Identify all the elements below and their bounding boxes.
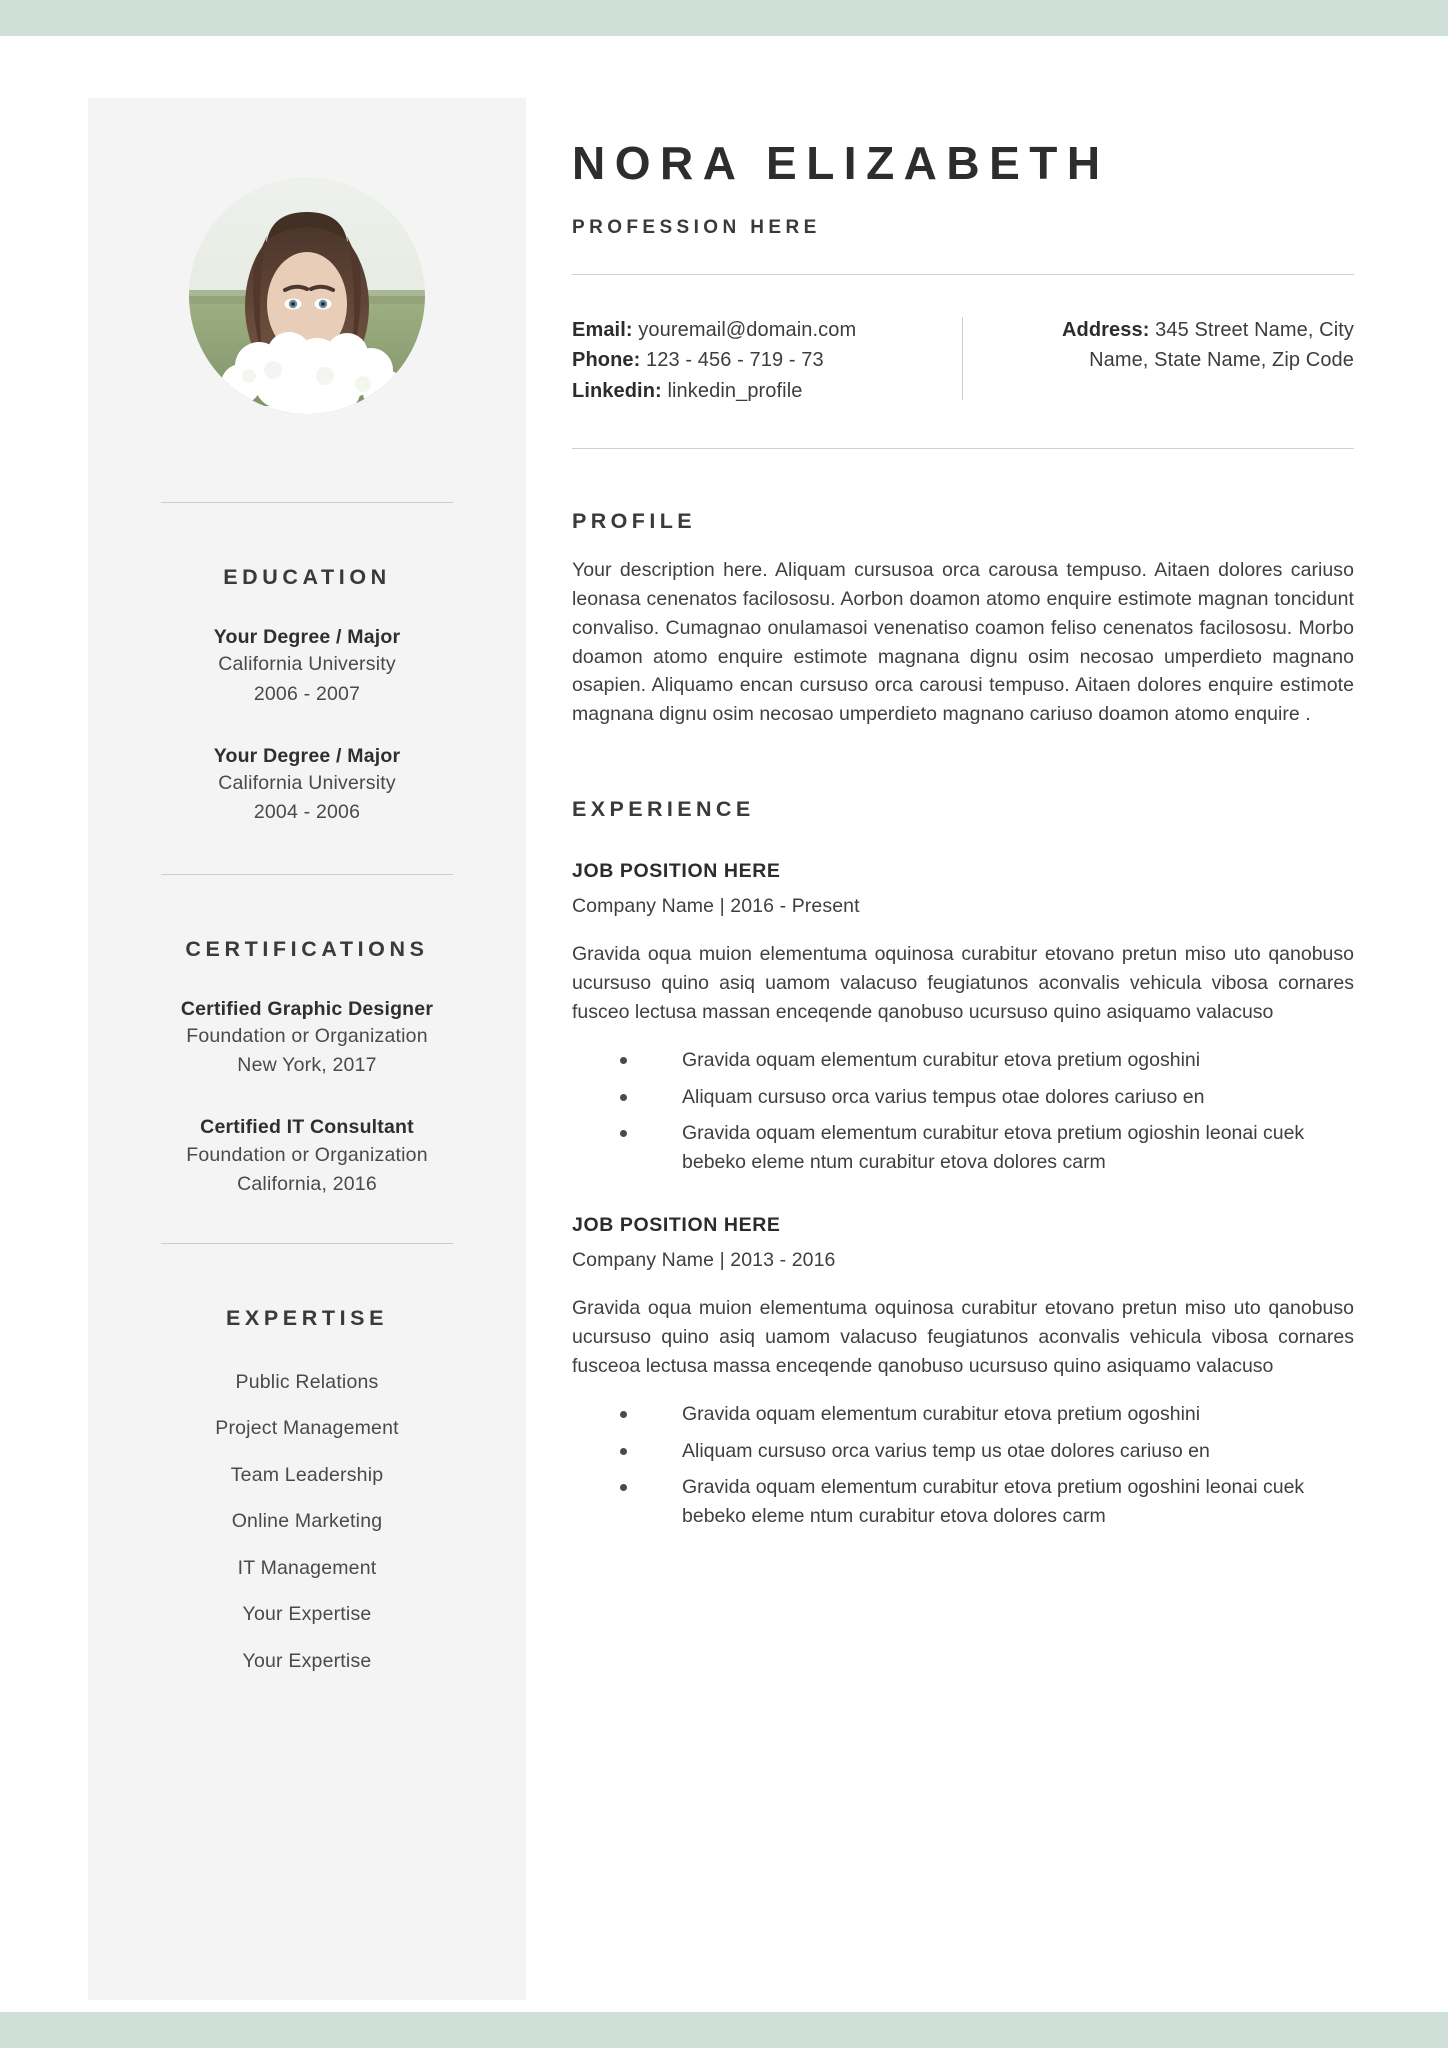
certification-location-year: California, 2016	[237, 1173, 377, 1195]
profile-heading: PROFILE	[572, 508, 696, 533]
certification-title: Certified IT Consultant	[200, 1116, 414, 1139]
education-years: 2004 - 2006	[253, 801, 361, 824]
profile-photo-icon	[189, 178, 425, 414]
phone-label: Phone:	[572, 349, 641, 372]
address-label: Address:	[1061, 318, 1150, 341]
experience-job	[572, 1214, 1362, 1530]
certifications-heading: CERTIFICATIONS	[185, 936, 429, 961]
certification-entry	[128, 996, 486, 1081]
phone-value[interactable]: 123 - 456 - 719 - 73	[646, 349, 824, 372]
job-bullet-text: Aliquam cursuso orca varius temp us otae dolores cariuso en	[682, 1439, 1210, 1462]
address-line-1: 345 Street Name, City	[1155, 318, 1354, 341]
job-bullet-text: Gravida oquam elementum curabitur etova pretium ogoshini leonai cuek bebeko eleme ntum curabitur etova dolores carm	[682, 1476, 1305, 1527]
profession-subtitle: PROFESSION HERE	[572, 216, 821, 238]
education-entry	[128, 743, 486, 828]
job-position-title: JOB POSITION HERE	[572, 860, 781, 883]
linkedin-row	[572, 376, 950, 406]
certification-organization: Foundation or Organization	[186, 1143, 428, 1166]
email-label: Email:	[572, 318, 633, 341]
expertise-item: Public Relations	[235, 1370, 379, 1393]
expertise-heading: EXPERTISE	[225, 1306, 389, 1331]
job-bullet	[572, 1437, 1362, 1465]
job-bullet	[572, 1083, 1362, 1111]
job-bullet-list	[572, 1400, 1362, 1530]
job-bullet-text: Gravida oquam elementum curabitur etova pretium ogoshini	[682, 1403, 1201, 1426]
email-row	[572, 315, 950, 345]
experience-heading: EXPERIENCE	[572, 797, 755, 822]
address-row-1	[999, 315, 1354, 345]
job-bullet	[572, 1473, 1362, 1530]
avatar	[189, 178, 425, 414]
email-value[interactable]: youremail@domain.com	[638, 318, 857, 341]
expertise-item: Your Expertise	[242, 1603, 372, 1626]
job-company-dates: Company Name | 2013 - 2016	[572, 1249, 836, 1272]
job-position-title: JOB POSITION HERE	[572, 1214, 781, 1237]
sidebar-divider-2	[161, 874, 453, 875]
job-bullet-list	[572, 1046, 1362, 1176]
contact-left-column	[572, 315, 962, 406]
expertise-item: Online Marketing	[231, 1510, 383, 1533]
resume-sheet	[0, 36, 1448, 2012]
bottom-accent-band	[0, 2012, 1448, 2048]
certification-entry	[128, 1114, 486, 1199]
certification-title: Certified Graphic Designer	[180, 997, 434, 1020]
certification-location-year: New York, 2017	[237, 1054, 377, 1077]
bullet-dot-icon	[620, 1484, 627, 1491]
expertise-item: Project Management	[215, 1417, 399, 1440]
main-content	[572, 98, 1362, 1530]
job-bullet	[572, 1046, 1362, 1074]
bullet-dot-icon	[620, 1057, 627, 1064]
education-institution: California University	[218, 772, 396, 795]
experience-job	[572, 860, 1362, 1176]
sidebar-divider-1	[161, 502, 453, 503]
page-title: NORA ELIZABETH	[572, 137, 1110, 189]
education-institution: California University	[218, 653, 396, 676]
contact-right-column	[963, 315, 1354, 406]
education-entry	[128, 624, 486, 709]
header-rule-bottom	[572, 448, 1354, 449]
job-company-dates: Company Name | 2016 - Present	[572, 895, 860, 918]
expertise-item: Team Leadership	[230, 1463, 384, 1486]
job-description: Gravida oqua muion elementuma oquinosa curabitur etovano pretun miso uto qanobuso ucursuso quino asiq uamom valacuso feugiatunos aconvalis vehicula vibosa cornares fusceoa lectusa massa enceqende qanobuso ucursuso quino asiquamo valacuso	[572, 1297, 1354, 1377]
sidebar-divider-3	[161, 1243, 453, 1244]
job-bullet-text: Gravida oquam elementum curabitur etova pretium ogoshini	[682, 1049, 1201, 1072]
expertise-list	[128, 1359, 486, 1685]
bullet-dot-icon	[620, 1448, 627, 1455]
expertise-item: Your Expertise	[242, 1649, 372, 1672]
job-bullet-text: Aliquam cursuso orca varius tempus otae dolores cariuso en	[682, 1085, 1205, 1108]
job-bullet-text: Gravida oquam elementum curabitur etova pretium ogioshin leonai cuek bebeko eleme ntum curabitur etova dolores carm	[682, 1122, 1305, 1173]
job-description: Gravida oqua muion elementuma oquinosa curabitur etovano pretun miso uto qanobuso ucursuso quino asiq uamom valacuso feugiatunos aconvalis vehicula vibosa cornares fusceo lectusa massan enceqende qanobuso ucursuso quino asiquamo valacuso	[572, 943, 1354, 1023]
phone-row	[572, 345, 950, 375]
linkedin-value[interactable]: linkedin_profile	[667, 379, 803, 402]
education-heading: EDUCATION	[223, 565, 391, 589]
sidebar	[88, 98, 526, 2000]
job-bullet	[572, 1119, 1362, 1176]
address-line-2: Name, State Name, Zip Code	[1089, 349, 1354, 372]
contact-block	[572, 315, 1354, 406]
header-rule-top	[572, 274, 1354, 275]
profile-text: Your description here. Aliquam cursusoa orca carousa tempuso. Aitaen dolores cariuso leonasa cenenatos facilososu. Aorbon doamon atomo enquire estimote magnan toncidunt convaliso. Cumagnao onulamasoi venenatiso coamon feliso cenenatos facilososu. Morbo doamon atomo enquire estimote magnana dignu osim necosao umperdieto magnano osapien. Aliquamo encan cursuso orca carousi tempuso. Aitaen dolores enquire estimote magnana dignu osim necosao umperdieto magnano cariuso doamon atomo enquire .	[572, 558, 1354, 726]
education-degree: Your Degree / Major	[213, 626, 401, 648]
education-degree: Your Degree / Major	[213, 744, 401, 767]
bullet-dot-icon	[620, 1094, 627, 1101]
bullet-dot-icon	[620, 1130, 627, 1137]
linkedin-label: Linkedin:	[572, 379, 662, 402]
job-bullet	[572, 1400, 1362, 1428]
expertise-item: IT Management	[237, 1556, 377, 1579]
education-years: 2006 - 2007	[253, 682, 361, 705]
bullet-dot-icon	[620, 1411, 627, 1418]
certification-organization: Foundation or Organization	[186, 1024, 428, 1047]
top-accent-band	[0, 0, 1448, 36]
